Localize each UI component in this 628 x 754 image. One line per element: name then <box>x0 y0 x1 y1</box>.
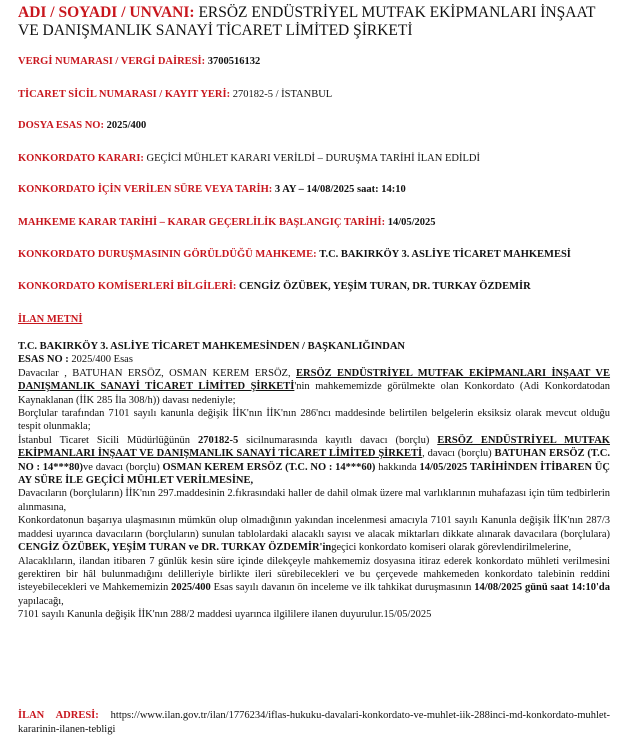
field-decision <box>18 152 480 165</box>
text: hakkında <box>375 461 420 473</box>
field-value: T.C. BAKIRKÖY 3. ASLİYE TİCARET MAHKEMESİ <box>319 249 571 260</box>
field-label: DOSYA ESAS NO: <box>18 120 104 131</box>
sicil-number: 270182-5 <box>198 434 239 446</box>
field-label: MAHKEME KARAR TARİHİ – KARAR GEÇERLİLİK BAŞLANGIÇ TARİHİ: <box>18 217 386 228</box>
field-value: CENGİZ ÖZÜBEK, YEŞİM TURAN, DR. TURKAY ÖZDEMİR <box>239 281 531 292</box>
field-commissioners <box>18 280 531 293</box>
paragraph-3 <box>18 434 610 488</box>
ilan-adresi-label: İLAN ADRESİ: <box>18 710 99 721</box>
field-value: GEÇİCİ MÜHLET KARARI VERİLDİ – DURUŞMA TARİHİ İLAN EDİLDİ <box>146 153 480 164</box>
field-value: 2025/400 <box>106 120 147 131</box>
text: 'nin mahkememizde görülmekte olan Konkordato (Adi Konkordatodan Kaynaklanan (İİK 285 İla 308/h)) davası nedeniyle; <box>18 381 610 406</box>
text: Konkordatonun başarıya ulaşmasının mümkün olup olmadığının yakından incelenmesi amacıyla 7101 sayılı Kanunla değişik İİK'nın 287/3 maddesi uyarınca davacıların (borçluların) sunulan tablolardaki alacaklı sayısı ve alacak miktarları dikkate alınarak davacılara (borçlulara) <box>18 515 610 540</box>
field-label: TİCARET SİCİL NUMARASI / KAYIT YERİ: <box>18 89 231 100</box>
case-number: 2025/400 <box>171 582 211 594</box>
field-label: VERGİ NUMARASI / VERGİ DAİRESİ: <box>18 56 206 67</box>
text: yapılacağı, <box>18 595 64 607</box>
paragraph-1 <box>18 367 610 407</box>
paragraph-4: Davacıların (borçluların) İİK'nın 297.maddesinin 2.fıkrasındaki haller de dahil olmak üzere mal varlıklarının muhafazası için tüm tedbirlerin alınmasına, <box>18 488 610 513</box>
company-name: ERSÖZ ENDÜSTRİYEL MUTFAK EKİPMANLARI İNŞAAT VE DANIŞMANLIK SANAYİ TİCARET LİMİTED ŞİRKETİ <box>18 434 610 460</box>
text: geçici konkordato komiseri olarak görevlendirilmelerine, <box>331 542 572 554</box>
plaintiff-name: OSMAN KEREM ERSÖZ (T.C. NO : 14***60) <box>162 461 376 473</box>
field-label: KONKORDATO KARARI: <box>18 153 144 164</box>
text: Davacılar , BATUHAN ERSÖZ, OSMAN KEREM ERSÖZ, <box>18 367 297 379</box>
title-label: ADI / SOYADI / UNVANI: <box>18 4 195 21</box>
company-name: ERSÖZ ENDÜSTRİYEL MUTFAK EKİPMANLARI İNŞAAT VE DANIŞMANLIK SANAYİ TİCARET LİMİTED ŞİRKETİ <box>18 4 596 39</box>
esas-label: ESAS NO : <box>18 354 69 366</box>
text: İstanbul Ticaret Sicili Müdürlüğünün <box>18 434 199 446</box>
field-court <box>18 248 571 261</box>
ilan-adresi-link[interactable]: https://www.ilan.gov.tr/ilan/1776234/iflas-hukuku-davalari-konkordato-ve-muhlet-iik-288inci-md-konkordato-muhlet-kararinin-ilanen-tebligi <box>18 710 610 735</box>
section-heading: İLAN METNİ <box>18 314 83 325</box>
hearing-date: 14/08/2025 günü saat 14:10'da <box>474 582 610 594</box>
field-label: KONKORDATO İÇİN VERİLEN SÜRE VEYA TARİH: <box>18 184 273 195</box>
announcement-body <box>18 340 610 622</box>
paragraph-5 <box>18 514 610 554</box>
page-title <box>18 4 610 40</box>
ilan-metni-heading <box>18 313 82 326</box>
company-name: ERSÖZ ENDÜSTRİYEL MUTFAK EKİPMANLARI İNŞAAT VE DANIŞMANLIK SANAYİ TİCARET LİMİTED ŞİRKETİ <box>18 367 611 393</box>
field-value: 270182-5 / İSTANBUL <box>232 89 333 100</box>
ilan-adresi <box>18 709 610 737</box>
paragraph-2: Borçlular tarafından 7101 sayılı kanunla değişik İİK'nın İİK'nın 286'ncı maddesinde belirtilen belgelerin eksiksiz olarak mevcut olduğu tespit olunmakla; <box>18 408 610 433</box>
field-tax-number <box>18 55 260 68</box>
field-trade-registry <box>18 88 332 101</box>
field-value: 14/05/2025 <box>387 217 436 228</box>
paragraph-7: 7101 sayılı Kanunla değişik İİK'nın 288/2 maddesi uyarınca ilgililere ilanen duyurulur.15/05/2025 <box>18 609 432 621</box>
field-case-number <box>18 119 146 132</box>
field-duration <box>18 183 406 196</box>
text: Alacaklıların, ilandan itibaren 7 günlük kesin süre içinde dilekçeyle mahkememiz dosyasına itiraz ederek konkordato mühleti verilmesini gerektiren bir hâl bulunmadığını delilleriyle birlikte ileri sürebilecekleri ve bu çerçevede mahkemeden konkordato talebinin reddini isteyebilecekleri ve Mahkememizin <box>18 555 610 594</box>
court-heading: T.C. BAKIRKÖY 3. ASLİYE TİCARET MAHKEMESİNDEN / BAŞKANLIĞINDAN <box>18 341 406 352</box>
field-value: 3 AY – 14/08/2025 saat: 14:10 <box>274 184 406 195</box>
text: Esas sayılı davanın ön inceleme ve ilk tahkikat duruşmasının <box>210 582 475 594</box>
field-label: KONKORDATO KOMİSERLERİ BİLGİLERİ: <box>18 281 237 292</box>
commissioner-names: CENGİZ ÖZÜBEK, YEŞİM TURAN ve DR. TURKAY ÖZDEMİR'in <box>18 542 332 554</box>
paragraph-6 <box>18 555 610 609</box>
field-value: 3700516132 <box>207 56 261 67</box>
decision-text: 14/05/2025 TARİHİNDEN İTİBAREN ÜÇ AY SÜRE İLE GEÇİCİ MÜHLET VERİLMESİNE, <box>18 461 610 487</box>
text: sicilnumarasında kayıtlı davacı (borçlu) <box>238 434 438 446</box>
field-decision-date <box>18 216 436 229</box>
text: , davacı (borçlu) <box>422 448 495 460</box>
plaintiff-name: BATUHAN ERSÖZ (T.C. NO : 14***80) <box>18 448 610 473</box>
field-label: KONKORDATO DURUŞMASININ GÖRÜLDÜĞÜ MAHKEME: <box>18 249 317 260</box>
esas-value: 2025/400 Esas <box>71 354 133 366</box>
esas-line <box>18 353 610 366</box>
text: ve davacı (borçlu) <box>83 461 163 473</box>
